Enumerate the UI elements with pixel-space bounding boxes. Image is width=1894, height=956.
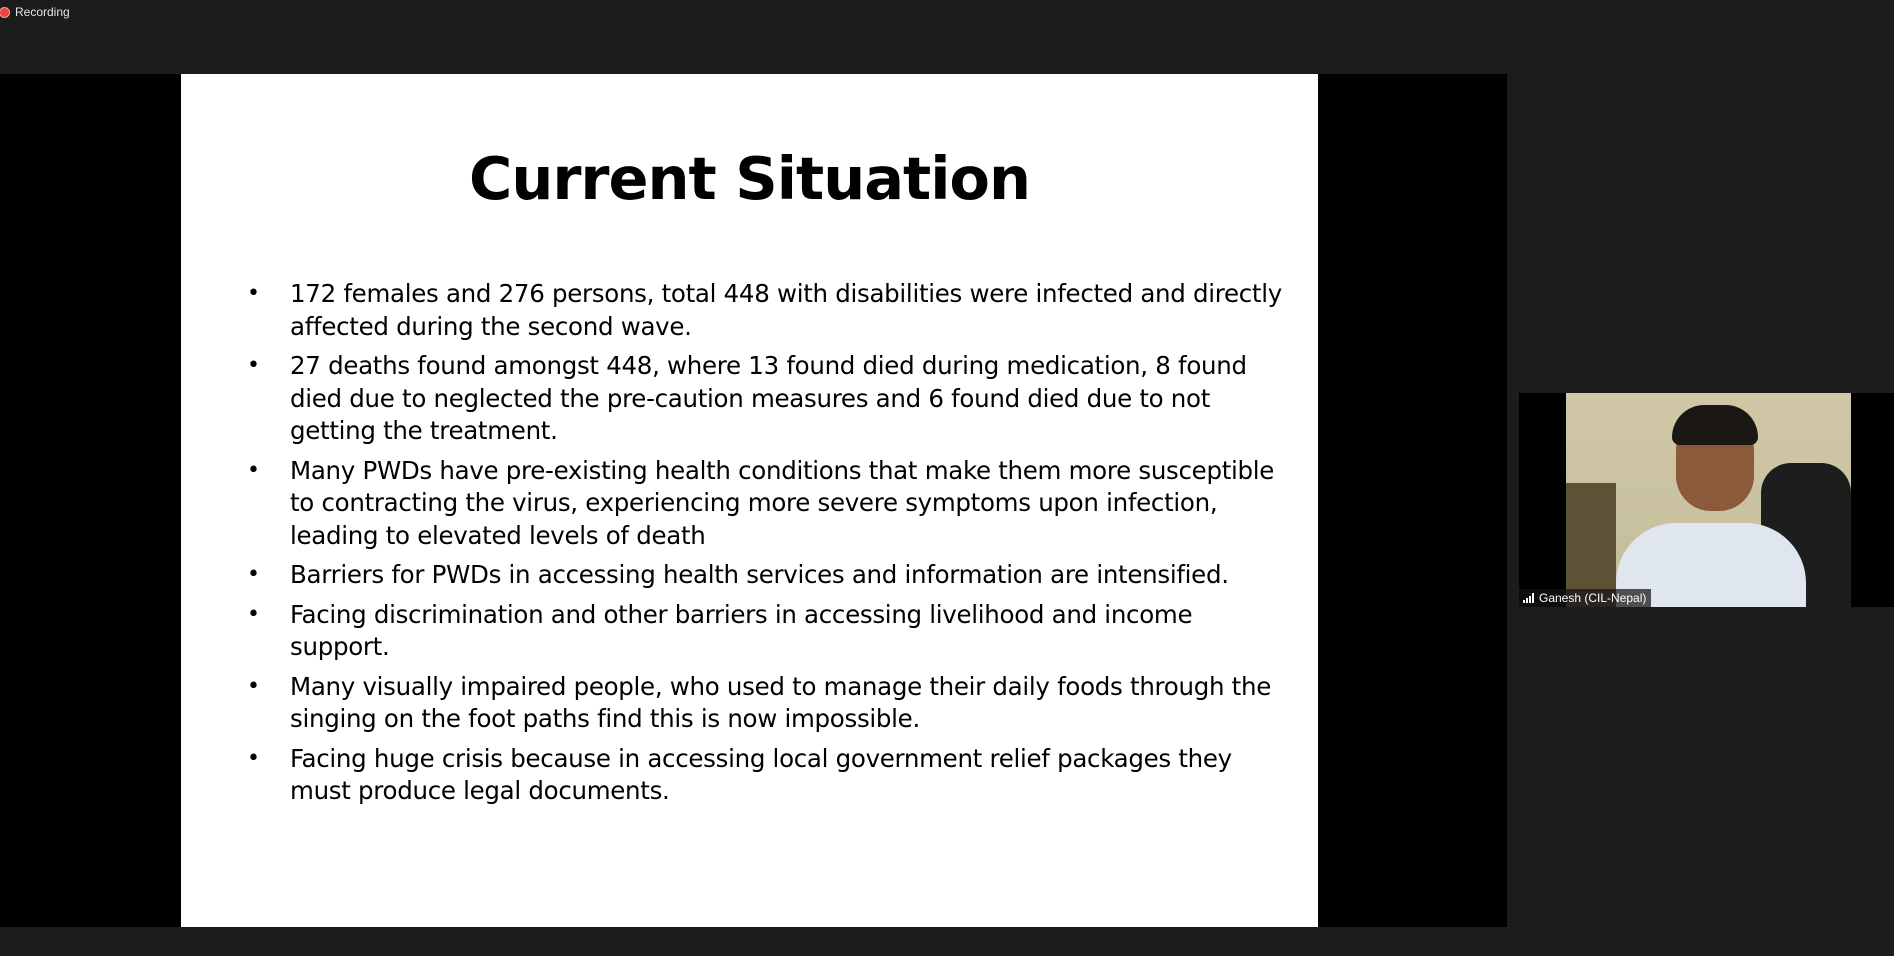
signal-bars-icon — [1523, 593, 1534, 603]
recording-dot-icon — [0, 7, 10, 18]
bullet-glyph: • — [247, 281, 260, 306]
screen-share-area — [0, 74, 1507, 927]
recording-indicator[interactable] — [0, 5, 70, 19]
bullet-text: 27 deaths found amongst 448, where 13 found died during medication, 8 found died due to neglected the pre-caution measures and 6 found died due to not getting the treatment. — [290, 351, 1247, 445]
bullet-item — [241, 743, 1296, 808]
participant-name: Ganesh (CIL-Nepal) — [1539, 591, 1647, 605]
slide-bullet-list — [241, 278, 1296, 815]
bullet-text: Facing huge crisis because in accessing local government relief packages they must produce legal documents. — [290, 743, 1232, 805]
bullet-item — [241, 671, 1296, 736]
bullet-glyph: • — [247, 673, 260, 699]
participant-video-feed — [1566, 393, 1851, 607]
bullet-glyph: • — [247, 745, 260, 771]
bullet-glyph: • — [247, 353, 260, 378]
bullet-text: Barriers for PWDs in accessing health services and information are intensified. — [290, 560, 1229, 589]
bullet-item — [241, 455, 1296, 553]
slide-title: Current Situation — [469, 144, 1030, 213]
recording-label: Recording — [15, 5, 70, 19]
bottom-strip — [0, 927, 1894, 956]
participant-video-tile[interactable] — [1519, 393, 1894, 607]
bullet-glyph: • — [247, 562, 260, 587]
bullet-item — [241, 350, 1296, 448]
bullet-item — [241, 559, 1296, 592]
participant-name-label — [1519, 589, 1651, 607]
bullet-glyph: • — [247, 601, 260, 627]
bullet-item — [241, 278, 1296, 343]
bullet-text: 172 females and 276 persons, total 448 with disabilities were infected and directly affected during the second wave. — [290, 279, 1282, 341]
participant-hair — [1672, 405, 1758, 445]
bullet-text: Many visually impaired people, who used to manage their daily foods through the singing on the foot paths find this is now impossible. — [290, 671, 1271, 733]
bullet-item — [241, 599, 1296, 664]
bullet-text: Facing discrimination and other barriers in accessing livelihood and income support. — [290, 599, 1193, 661]
presentation-slide — [181, 74, 1318, 927]
bullet-text: Many PWDs have pre-existing health conditions that make them more susceptible to contracting the virus, experiencing more severe symptoms upon infection, leading to elevated levels of death — [290, 455, 1275, 550]
bullet-glyph: • — [247, 457, 260, 483]
